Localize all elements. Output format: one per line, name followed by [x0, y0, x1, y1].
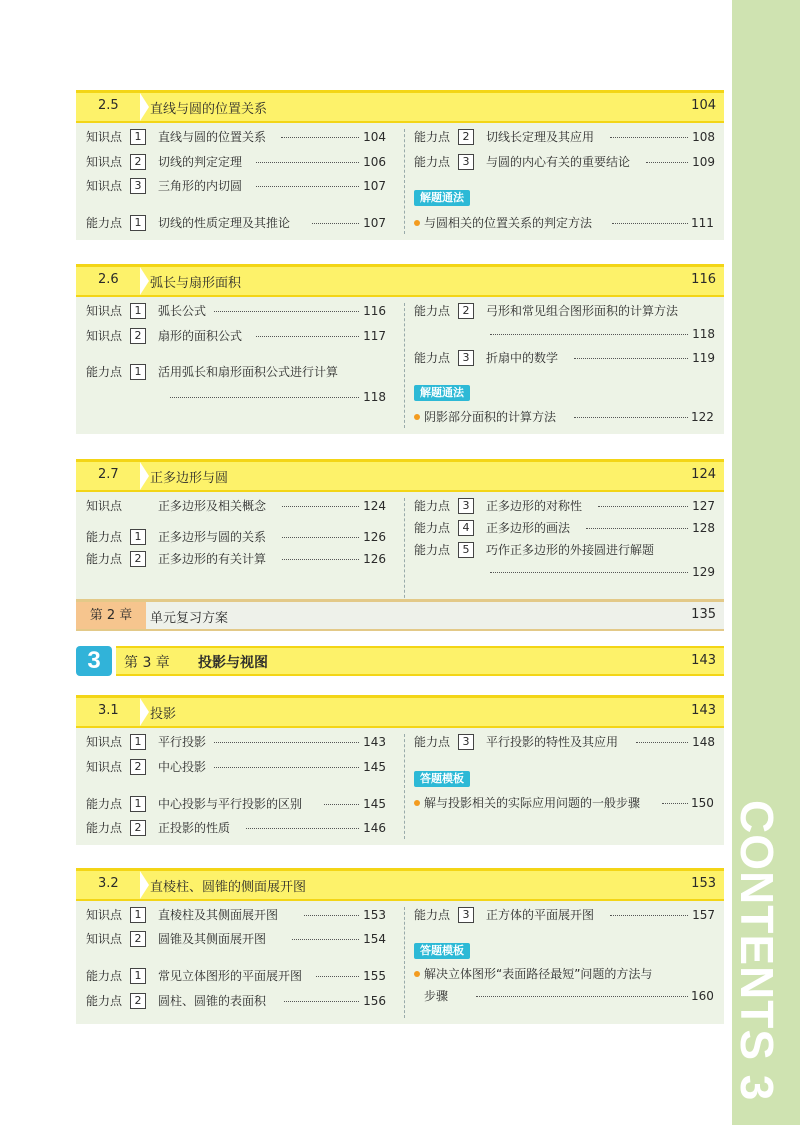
section-number: 3.2: [98, 876, 119, 891]
leader-dots: [246, 828, 359, 829]
entry-type: 知识点: [86, 499, 123, 513]
entry-title: 阴影部分面积的计算方法: [424, 410, 557, 424]
entry-title: 正多边形的有关计算: [158, 552, 267, 566]
toc-entry[interactable]: [86, 906, 386, 924]
column-divider: [404, 129, 405, 234]
entry-title: 平行投影的特性及其应用: [486, 735, 619, 749]
section-header[interactable]: [76, 90, 724, 123]
entry-page: 107: [363, 179, 386, 193]
section-page: 153: [691, 876, 716, 891]
toc-entry-continuation[interactable]: [414, 325, 716, 343]
entry-type: 知识点: [86, 908, 123, 922]
entry-title: 切线长定理及其应用: [486, 130, 595, 144]
chapter-review-row[interactable]: [76, 599, 724, 631]
entry-number: 1: [130, 215, 146, 231]
header-separator: [140, 267, 149, 295]
template-entry[interactable]: [414, 965, 716, 983]
leader-dots: [256, 162, 359, 163]
template-tag: 答题模板: [414, 771, 470, 787]
entry-number: 2: [130, 993, 146, 1009]
entry-type: 知识点: [86, 735, 123, 749]
entry-type: 知识点: [86, 155, 123, 169]
entry-page: 117: [363, 329, 386, 343]
entry-number: 2: [130, 759, 146, 775]
leader-dots: [214, 311, 359, 312]
entry-page: 108: [692, 130, 715, 144]
toc-entry[interactable]: [414, 128, 716, 146]
entry-page: 128: [692, 521, 715, 535]
entry-number: 1: [130, 303, 146, 319]
entry-type: 能力点: [86, 365, 123, 379]
leader-dots: [490, 572, 688, 573]
entry-number: 2: [130, 154, 146, 170]
entry-type: 知识点: [86, 760, 123, 774]
toc-entry[interactable]: [86, 177, 386, 195]
section-title: 投影: [150, 707, 177, 722]
method-entry[interactable]: [414, 408, 716, 426]
template-tag: 答题模板: [414, 943, 470, 959]
entry-type: 知识点: [86, 932, 123, 946]
page-number: 3: [731, 1074, 783, 1102]
entry-number: 2: [130, 931, 146, 947]
entry-number: 2: [130, 328, 146, 344]
leader-dots: [282, 559, 359, 560]
entry-title: 与圆的内心有关的重要结论: [486, 155, 631, 169]
entry-type: 能力点: [414, 908, 451, 922]
leader-dots: [316, 976, 359, 977]
contents-word: CONTENTS: [731, 800, 783, 1061]
toc-entry[interactable]: [86, 733, 386, 751]
section-3-2: [76, 868, 724, 1024]
toc-entry[interactable]: [414, 497, 716, 515]
entry-page: 104: [363, 130, 386, 144]
section-title: 弧长与扇形面积: [150, 276, 242, 291]
column-divider: [404, 498, 405, 603]
entry-page: 122: [691, 410, 714, 424]
chapter-page: 143: [691, 653, 716, 668]
toc-entry[interactable]: [86, 128, 386, 146]
toc-entry[interactable]: [414, 519, 716, 537]
leader-dots: [282, 537, 359, 538]
header-separator: [140, 93, 149, 121]
entry-page: 148: [692, 735, 715, 749]
section-page: 143: [691, 703, 716, 718]
leader-dots: [214, 742, 359, 743]
entry-number: 2: [130, 820, 146, 836]
bullet-dot: [414, 800, 420, 806]
toc-entry[interactable]: [86, 758, 386, 776]
entry-number: 1: [130, 907, 146, 923]
entry-page: 146: [363, 821, 386, 835]
entry-page: 153: [363, 908, 386, 922]
entry-title: 切线的判定定理: [158, 155, 243, 169]
entry-page: 106: [363, 155, 386, 169]
leader-dots: [256, 186, 359, 187]
leader-dots: [324, 804, 359, 805]
chapter-bar: [116, 646, 724, 676]
section-2-7: [76, 459, 724, 609]
entry-page: 118: [363, 390, 386, 404]
leader-dots: [490, 334, 688, 335]
section-page: 116: [691, 272, 716, 287]
entry-page: 118: [692, 327, 715, 341]
toc-entry[interactable]: [86, 930, 386, 948]
section-number: 2.7: [98, 467, 119, 482]
toc-entry[interactable]: [86, 497, 386, 515]
toc-entry-continuation[interactable]: [414, 563, 716, 581]
entry-page: 156: [363, 994, 386, 1008]
leader-dots: [292, 939, 359, 940]
section-number: 3.1: [98, 703, 119, 718]
entry-title: 正投影的性质: [158, 821, 231, 835]
entry-title: 圆锥及其侧面展开图: [158, 932, 267, 946]
entry-type: 能力点: [414, 735, 451, 749]
leader-dots: [574, 417, 688, 418]
entry-number: 1: [130, 796, 146, 812]
section-number: 2.6: [98, 272, 119, 287]
entry-number: 3: [458, 350, 474, 366]
section-body: [76, 297, 724, 434]
toc-entry[interactable]: [86, 550, 386, 568]
chapter-title: 投影与视图: [198, 655, 268, 671]
entry-type: 能力点: [414, 521, 451, 535]
leader-dots: [610, 915, 688, 916]
entry-page: 126: [363, 552, 386, 566]
leader-dots: [170, 397, 359, 398]
entry-page: 109: [692, 155, 715, 169]
entry-type: 知识点: [86, 329, 123, 343]
entry-number: 3: [458, 154, 474, 170]
entry-page: 127: [692, 499, 715, 513]
section-title: 正多边形与圆: [150, 471, 229, 486]
entry-page: 145: [363, 760, 386, 774]
leader-dots: [476, 996, 688, 997]
bullet-dot: [414, 971, 420, 977]
leader-dots: [574, 358, 688, 359]
entry-type: 能力点: [86, 552, 123, 566]
chapter-review-title: 单元复习方案: [150, 611, 229, 626]
toc-entry[interactable]: [414, 906, 716, 924]
entry-number: 2: [130, 551, 146, 567]
leader-dots: [256, 336, 359, 337]
entry-title: 弧长公式: [158, 304, 207, 318]
entry-number: 3: [130, 178, 146, 194]
method-tag: 解题通法: [414, 385, 470, 401]
entry-number: 3: [458, 498, 474, 514]
method-tag: 解题通法: [414, 190, 470, 206]
leader-dots: [612, 223, 688, 224]
header-separator: [140, 462, 149, 490]
entry-type: 知识点: [86, 179, 123, 193]
toc-entry[interactable]: [86, 153, 386, 171]
entry-title: 三角形的内切圆: [158, 179, 243, 193]
leader-dots: [646, 162, 688, 163]
entry-page: 143: [363, 735, 386, 749]
toc-entry[interactable]: [86, 327, 386, 345]
entry-type: 能力点: [86, 821, 123, 835]
leader-dots: [282, 506, 359, 507]
section-title: 直线与圆的位置关系: [150, 102, 268, 117]
section-3-1: [76, 695, 724, 845]
section-body: [76, 123, 724, 240]
toc-entry[interactable]: [86, 214, 386, 232]
entry-type: 能力点: [86, 994, 123, 1008]
entry-title: 中心投影: [158, 760, 207, 774]
entry-page: 155: [363, 969, 386, 983]
entry-type: 能力点: [86, 530, 123, 544]
entry-type: 能力点: [414, 543, 451, 557]
entry-type: 能力点: [414, 155, 451, 169]
leader-dots: [281, 137, 359, 138]
entry-title: 中心投影与平行投影的区别: [158, 797, 303, 811]
entry-title: 正多边形的画法: [486, 521, 571, 535]
entry-number: 5: [458, 542, 474, 558]
leader-dots: [304, 915, 359, 916]
entry-title: 正多边形及相关概念: [158, 499, 267, 513]
entry-number: 1: [130, 529, 146, 545]
entry-page: 111: [691, 216, 714, 230]
entry-title: 扇形的面积公式: [158, 329, 243, 343]
entry-page: 157: [692, 908, 715, 922]
template-entry[interactable]: [414, 794, 716, 812]
leader-dots: [598, 506, 688, 507]
entry-page: 145: [363, 797, 386, 811]
section-body: [76, 728, 724, 845]
method-entry[interactable]: [414, 214, 716, 232]
entry-page: 129: [692, 565, 715, 579]
header-separator: [140, 698, 149, 726]
entry-title: 直线与圆的位置关系: [158, 130, 267, 144]
column-divider: [404, 907, 405, 1018]
section-page: 124: [691, 467, 716, 482]
leader-dots: [312, 223, 359, 224]
entry-page: 150: [691, 796, 714, 810]
section-2-6: [76, 264, 724, 434]
chapter-label: 第 2 章: [76, 602, 146, 629]
toc-entry[interactable]: [86, 795, 386, 813]
sidebar-label: [731, 800, 800, 1102]
leader-dots: [662, 803, 688, 804]
entry-page: 124: [363, 499, 386, 513]
entry-type: 能力点: [414, 304, 451, 318]
toc-entry[interactable]: [414, 733, 716, 751]
entry-type: 能力点: [414, 351, 451, 365]
entry-page: 160: [691, 989, 714, 1003]
entry-number: 1: [130, 129, 146, 145]
entry-title: 常见立体图形的平面展开图: [158, 969, 303, 983]
entry-type: 能力点: [86, 797, 123, 811]
chapter-review-page: 135: [691, 607, 716, 622]
leader-dots: [636, 742, 688, 743]
entry-number: 3: [458, 734, 474, 750]
entry-page: 107: [363, 216, 386, 230]
entry-title: 折扇中的数学: [486, 351, 559, 365]
entry-page: 116: [363, 304, 386, 318]
entry-title: 切线的性质定理及其推论: [158, 216, 291, 230]
toc-entry[interactable]: [86, 302, 386, 320]
toc-entry[interactable]: [86, 528, 386, 546]
entry-type: 知识点: [86, 130, 123, 144]
leader-dots: [284, 1001, 359, 1002]
column-divider: [404, 734, 405, 839]
entry-number: 3: [458, 907, 474, 923]
column-divider: [404, 303, 405, 428]
section-title: 直棱柱、圆锥的侧面展开图: [150, 880, 307, 895]
section-body: [76, 901, 724, 1024]
entry-title: 解决立体图形“表面路径最短”问题的方法与: [424, 967, 653, 981]
toc-entry[interactable]: [414, 349, 716, 367]
entry-number: 4: [458, 520, 474, 536]
entry-title: 巧作正多边形的外接圆进行解题: [486, 543, 655, 557]
section-page: 104: [691, 98, 716, 113]
entry-title: 圆柱、圆锥的表面积: [158, 994, 267, 1008]
toc-entry[interactable]: [86, 992, 386, 1010]
entry-type: 能力点: [86, 216, 123, 230]
entry-title: 直棱柱及其侧面展开图: [158, 908, 279, 922]
entry-page: 154: [363, 932, 386, 946]
entry-number: 1: [130, 968, 146, 984]
bullet-dot: [414, 414, 420, 420]
section-body: [76, 492, 724, 609]
entry-type: 能力点: [414, 130, 451, 144]
toc-entry[interactable]: [86, 967, 386, 985]
toc-entry[interactable]: [86, 819, 386, 837]
toc-entry[interactable]: [86, 363, 386, 381]
entry-number: 2: [458, 129, 474, 145]
toc-entry[interactable]: [414, 541, 716, 559]
entry-type: 能力点: [414, 499, 451, 513]
section-number: 2.5: [98, 98, 119, 113]
chapter-3-header[interactable]: [76, 646, 724, 676]
entry-title-line2: 步骤: [424, 989, 449, 1003]
entry-title: 弓形和常见组合图形面积的计算方法: [486, 304, 679, 318]
entry-title: 与圆相关的位置关系的判定方法: [424, 216, 593, 230]
section-header[interactable]: [76, 695, 724, 728]
entry-title: 正方体的平面展开图: [486, 908, 595, 922]
toc-entry[interactable]: [414, 302, 716, 320]
entry-title: 解与投影相关的实际应用问题的一般步骤: [424, 796, 641, 810]
entry-title: 正多边形的对称性: [486, 499, 583, 513]
toc-entry-continuation[interactable]: [86, 388, 386, 406]
entry-page: 119: [692, 351, 715, 365]
entry-number: 1: [130, 364, 146, 380]
section-2-5: [76, 90, 724, 240]
toc-entry[interactable]: [414, 153, 716, 171]
section-header[interactable]: [76, 868, 724, 901]
header-separator: [140, 871, 149, 899]
entry-title: 活用弧长和扇形面积公式进行计算: [158, 365, 339, 379]
chapter-badge: 3: [76, 646, 112, 676]
template-entry-continuation[interactable]: [414, 987, 716, 1005]
section-header[interactable]: [76, 459, 724, 492]
section-header[interactable]: [76, 264, 724, 297]
entry-type: 能力点: [86, 969, 123, 983]
leader-dots: [586, 528, 688, 529]
entry-number: 2: [458, 303, 474, 319]
chapter-label: 第 3 章: [124, 655, 170, 671]
entry-number: 1: [130, 734, 146, 750]
leader-dots: [610, 137, 688, 138]
entry-type: 知识点: [86, 304, 123, 318]
leader-dots: [214, 767, 359, 768]
bullet-dot: [414, 220, 420, 226]
entry-title: 正多边形与圆的关系: [158, 530, 267, 544]
entry-page: 126: [363, 530, 386, 544]
entry-title: 平行投影: [158, 735, 207, 749]
